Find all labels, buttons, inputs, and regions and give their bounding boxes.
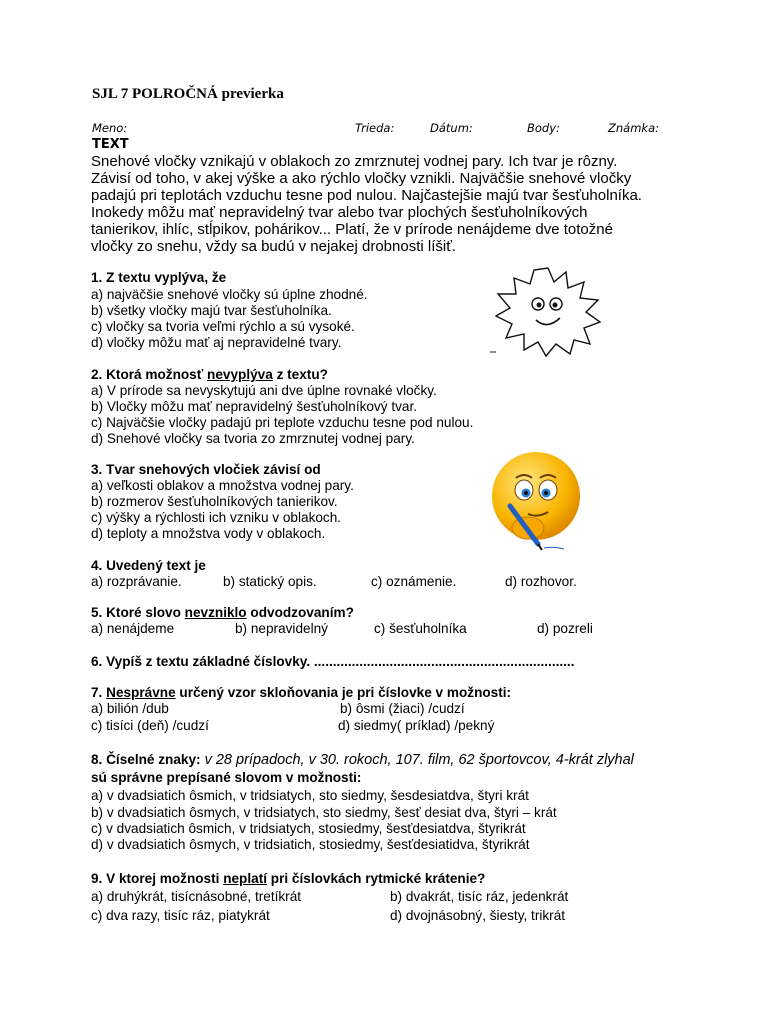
question-1-option-a: a) najväčšie snehové vločky sú úplne zhodné.	[91, 287, 368, 302]
question-6-title: 6. Vypíš z textu základné číslovky. .....................................................................	[91, 654, 575, 669]
question-8-option-d: d) v dvadsiatich ôsmych, v tridsiatich, stosiedmy, šesťdesiatidva, štyrikrát	[91, 837, 530, 852]
question-1-option-d: d) vločky môžu mať aj nepravidelné tvary.	[91, 335, 342, 350]
question-9-option-d: d) dvojnásobný, šiesty, trikrát	[390, 908, 566, 923]
question-7-title-keyword: Nesprávne	[106, 685, 176, 700]
question-2-option-b: b) Vločky môžu mať nepravidelný šesťuholníkový tvar.	[91, 399, 418, 414]
question-5-title-keyword: nevzniklo	[184, 605, 247, 620]
student-info-row	[92, 121, 690, 137]
question-7-option-c: c) tisíci (deň) /cudzí	[91, 718, 209, 733]
question-4-option-d: d) rozhovor.	[505, 574, 577, 589]
question-9-title-keyword: neplatí	[223, 871, 267, 886]
question-8-option-a: a) v dvadsiatich ôsmich, v tridsiatych, sto siedmy, šesdesiatdva, štyri krát	[91, 788, 529, 803]
class-field-label: Trieda:	[355, 121, 395, 135]
question-7-title	[91, 685, 511, 701]
thinking-emoji-icon	[488, 448, 583, 553]
page-title: SJL 7 POLROČNÁ previerka	[92, 86, 284, 102]
text-line: tanierikov, ihlíc, stĺpikov, pohárikov... Platí, že v prírode nenájdeme dve totožné	[91, 221, 613, 238]
text-heading: TEXT	[92, 137, 129, 152]
question-4-option-b: b) statický opis.	[223, 574, 317, 589]
question-3-option-b: b) rozmerov šesťuholníkových tanierikov.	[91, 494, 338, 509]
question-3-title: 3. Tvar snehových vločiek závisí od	[91, 462, 321, 477]
question-5-option-c: c) šesťuholníka	[374, 621, 467, 636]
question-4-option-c: c) oznámenie.	[371, 574, 457, 589]
question-8-title-start: 8. Číselné znaky:	[91, 752, 201, 767]
text-line: Inokedy môžu mať nepravidelný tvar alebo tvar plochých šesťuholníkových	[91, 204, 588, 221]
question-2-option-c: c) Najväčšie vločky padajú pri teplote vzduchu tesne pod nulou.	[91, 415, 474, 430]
text-line: vločky zo snehu, vždy sa budú v nejakej drobnosti líšiť.	[91, 238, 456, 255]
question-5-title-start: 5. Ktoré slovo	[91, 605, 185, 620]
question-7-option-a: a) bilión /dub	[91, 701, 169, 716]
text-line: Závisí od toho, v akej výške a ako rýchlo vločky vznikli. Najväčšie snehové vločky	[91, 170, 632, 187]
snowflake-character-icon	[488, 262, 608, 358]
text-line: Snehové vločky vznikajú v oblakoch zo zmrznutej vodnej pary. Ich tvar je rôzny.	[91, 153, 618, 170]
question-5-title	[91, 605, 354, 621]
question-5-title-end: odvodzovaním?	[246, 605, 354, 620]
question-7-option-b: b) ôsmi (žiaci) /cudzí	[340, 701, 465, 716]
question-2-title	[91, 367, 328, 383]
question-5-option-d: d) pozreli	[537, 621, 593, 636]
question-3-option-c: c) výšky a rýchlosti ich vzniku v oblakoch.	[91, 510, 342, 525]
name-field-label: Meno:	[92, 121, 128, 135]
question-9-option-a: a) druhýkrát, tisícnásobné, tretíkrát	[91, 889, 302, 904]
question-9-option-c: c) dva razy, tisíc ráz, piatykrát	[91, 908, 270, 923]
question-9-title-start: 9. V ktorej možnosti	[91, 871, 224, 886]
question-4-title: 4. Uvedený text je	[91, 558, 206, 573]
question-4-option-a: a) rozprávanie.	[91, 574, 182, 589]
question-9-option-b: b) dvakrát, tisíc ráz, jedenkrát	[390, 889, 569, 904]
question-8-title	[91, 752, 634, 768]
question-9-title	[91, 871, 485, 887]
question-8-option-b: b) v dvadsiatich ôsmych, v tridsiatych, sto siedmy, šesť desiat dva, štyri – krát	[91, 805, 557, 820]
question-5-option-b: b) nepravidelný	[235, 621, 328, 636]
question-8-title-line2: sú správne prepísané slovom v možnosti:	[91, 770, 362, 785]
question-8-numbers: v 28 prípadoch, v 30. rokoch, 107. film, 62 športovcov, 4-krát zlyhal	[200, 752, 634, 768]
question-2-title-keyword: nevyplýva	[207, 367, 273, 382]
text-line: padajú pri teplotách vzduchu tesne pod nulou. Najčastejšie majú tvar šesťuholníka.	[91, 187, 642, 204]
question-2-title-start: 2. Ktorá možnosť	[91, 367, 208, 382]
question-1-option-c: c) vločky sa tvoria veľmi rýchlo a sú vysoké.	[91, 319, 355, 334]
question-3-option-d: d) teploty a množstva vody v oblakoch.	[91, 526, 326, 541]
points-field-label: Body:	[527, 121, 560, 135]
question-2-option-d: d) Snehové vločky sa tvoria zo zmrznutej vodnej pary.	[91, 431, 415, 446]
question-9-title-end: pri číslovkách rytmické krátenie?	[267, 871, 486, 886]
question-1-option-b: b) všetky vločky majú tvar šesťuholníka.	[91, 303, 332, 318]
grade-field-label: Známka:	[608, 121, 659, 135]
question-3-option-a: a) veľkosti oblakov a množstva vodnej pary.	[91, 478, 354, 493]
question-7-title-end: určený vzor skloňovania je pri číslovke v možnosti:	[175, 685, 512, 700]
question-8-option-c: c) v dvadsiatich ôsmich, v tridsiatych, stosiedmy, šesťdesiatdva, štyrikrát	[91, 821, 526, 836]
question-2-title-end: z textu?	[272, 367, 328, 382]
question-7-option-d: d) siedmy( príklad) /pekný	[338, 718, 495, 733]
question-1-title: 1. Z textu vyplýva, že	[91, 270, 227, 285]
question-7-title-start: 7.	[91, 685, 107, 700]
date-field-label: Dátum:	[430, 121, 473, 135]
question-5-option-a: a) nenájdeme	[91, 621, 175, 636]
question-2-option-a: a) V prírode sa nevyskytujú ani dve úplne rovnaké vločky.	[91, 383, 437, 398]
